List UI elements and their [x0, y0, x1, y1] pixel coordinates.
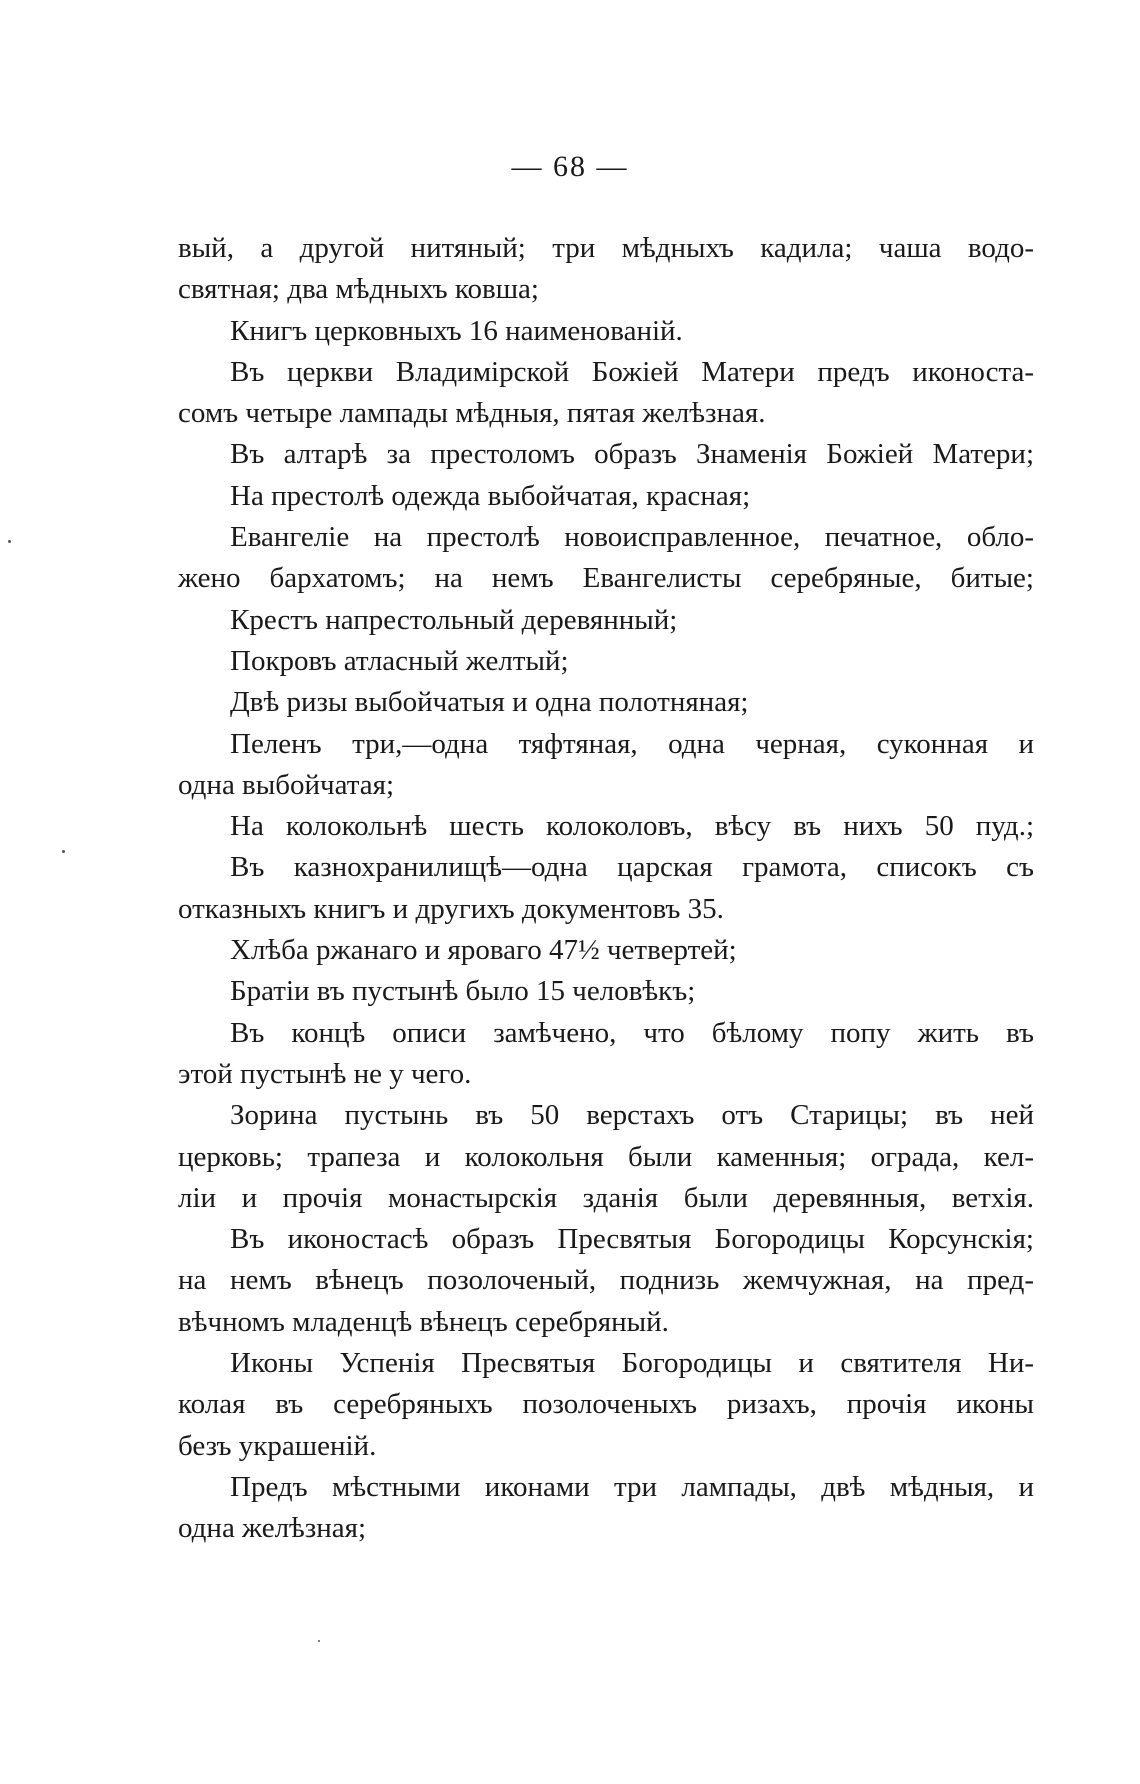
text-line: Предъ мѣстными иконами три лампады, двѣ мѣдныя, и — [230, 1470, 1034, 1503]
text-line: Въ алтарѣ за престоломъ образъ Знаменія Божіей Матери; — [230, 438, 1034, 471]
text-line: Хлѣба ржанаго и яроваго 47½ четвертей; — [230, 934, 737, 967]
text-line: На колокольнѣ шесть колоколовъ, вѣсу въ нихъ 50 пуд.; — [230, 810, 1034, 843]
text-line: Въ иконостасѣ образъ Пресвятыя Богородицы Корсунскія; — [230, 1223, 1034, 1256]
text-line: одна желѣзная; — [178, 1512, 367, 1545]
text-line: отказныхъ книгъ и другихъ документовъ 35. — [178, 892, 724, 925]
text-line: святная; два мѣдныхъ ковша; — [178, 273, 539, 306]
text-line: Покровъ атласный желтый; — [230, 644, 569, 677]
text-line: Въ концѣ описи замѣчено, что бѣлому попу жить въ — [230, 1016, 1034, 1049]
text-line: этой пустынѣ не у чего. — [178, 1057, 472, 1090]
paper-speck — [318, 1640, 320, 1642]
text-line: жено бархатомъ; на немъ Евангелисты серебряные, битые; — [178, 562, 1034, 595]
text-line: Въ церкви Владимірской Божіей Матери предъ иконоста- — [230, 355, 1034, 388]
text-line: Книгъ церковныхъ 16 наименованій. — [230, 314, 683, 347]
text-line: Въ казнохранилищѣ—одна царская грамота, списокъ съ — [230, 851, 1034, 884]
text-line: вѣчномъ младенцѣ вѣнецъ серебряный. — [178, 1305, 669, 1338]
paper-speck — [8, 540, 11, 543]
page-number: — 68 — — [511, 150, 629, 183]
body-text — [178, 228, 1034, 1550]
text-line: На престолѣ одежда выбойчатая, красная; — [230, 479, 751, 512]
text-line: Евангеліе на престолѣ новоисправленное, печатное, обло- — [230, 521, 1034, 554]
text-line: колая въ серебряныхъ позолоченыхъ ризахъ, прочія иконы — [178, 1388, 1034, 1421]
text-line: Крестъ напрестольный деревянный; — [230, 603, 678, 636]
text-line: ліи и прочія монастырскія зданія были деревянныя, ветхія. — [178, 1181, 1034, 1214]
text-line: Двѣ ризы выбойчатыя и одна полотняная; — [230, 686, 749, 719]
text-line: Иконы Успенія Пресвятыя Богородицы и святителя Ни- — [230, 1347, 1034, 1380]
text-line: безъ украшеній. — [178, 1429, 377, 1462]
text-line: на немъ вѣнецъ позолоченый, поднизь жемчужная, на пред- — [178, 1264, 1034, 1297]
text-line: одна выбойчатая; — [178, 768, 395, 801]
text-line: Пеленъ три,—одна тяфтяная, одна черная, суконная и — [230, 727, 1034, 760]
text-line: вый, а другой нитяный; три мѣдныхъ кадила; чаша водо- — [178, 232, 1034, 264]
text-line: церковь; трапеза и колокольня были каменныя; ограда, кел- — [178, 1140, 1034, 1173]
text-line: сомъ четыре лампады мѣдныя, пятая желѣзная. — [178, 397, 766, 430]
text-line: Зорина пустынь въ 50 верстахъ отъ Старицы; въ ней — [230, 1099, 1034, 1132]
paper-speck — [62, 850, 65, 853]
text-line: Братіи въ пустынѣ было 15 человѣкъ; — [230, 975, 696, 1008]
